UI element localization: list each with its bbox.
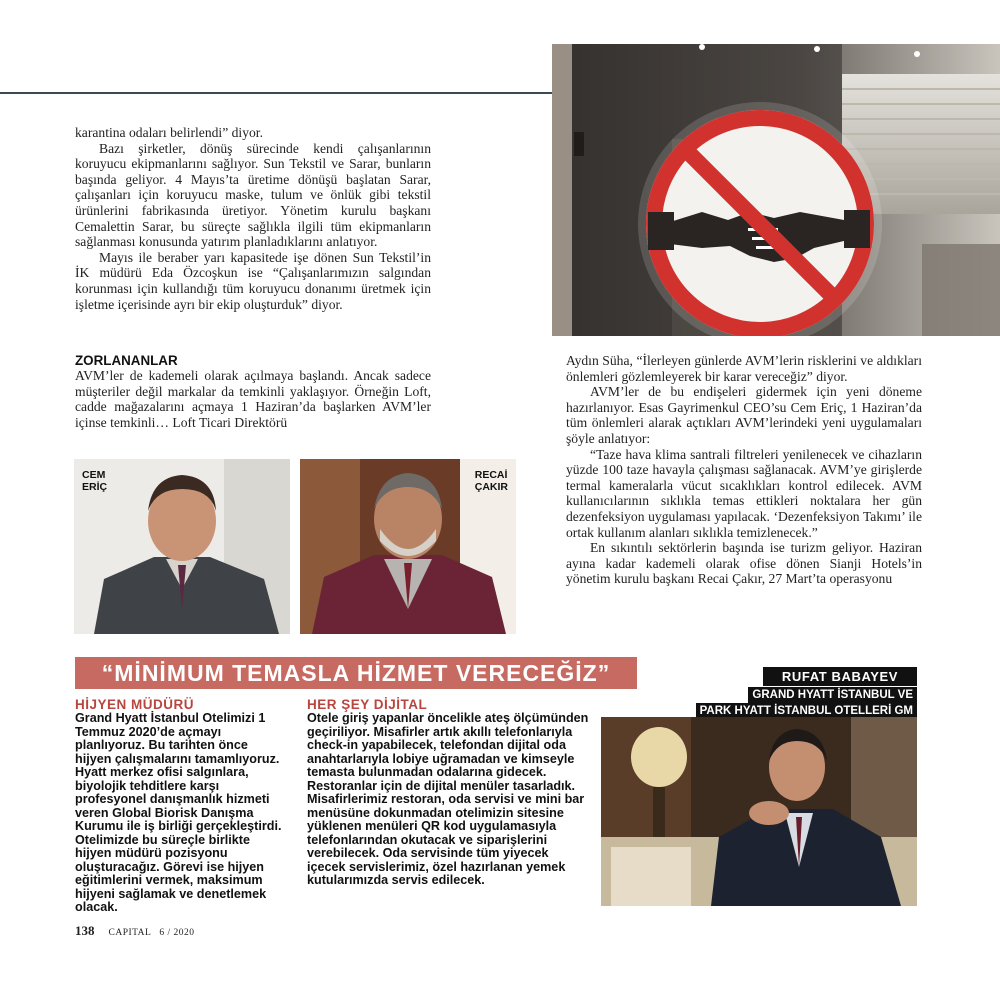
rufat-babayev-photo [601, 717, 917, 906]
page-number: 138 [75, 923, 95, 938]
right-column [566, 353, 922, 587]
interviewee-title-line-2: PARK HYATT İSTANBUL OTELLERİ GM [696, 703, 917, 719]
interview-section-digital [307, 697, 589, 888]
left-column [75, 125, 431, 312]
interviewee-title-line-1: GRAND HYATT İSTANBUL VE [748, 687, 917, 703]
photo-caption: CEM ERİÇ [82, 469, 108, 493]
subheading: ZORLANANLAR [75, 353, 178, 368]
paragraph: Bazı şirketler, dönüş sürecinde kendi çalışanlarının koruyucu ekipmanlarını sağlıyor. Sun Tekstil ve Sarar, bunların başında geliyor. 4 Mayıs’ta üretime dönüşü başlatan Sarar, çalışanları için koruyucu maske, tulum ve önlük gibi tekstil ürünlerini fabrikasında üretiyor. Yönetim kurulu başkanı Cemalettin Sarar, bu süreçte sağlıkla ilgili tüm ekipmanların sağlanması konusunda yatırım planladıklarını anlatıyor. [75, 140, 431, 250]
recai-cakir-photo [300, 459, 516, 634]
page-footer [75, 922, 195, 940]
cem-eric-photo [74, 459, 290, 634]
paragraph: Grand Hyatt İstanbul Otelimizi 1 Temmuz 2020’de açmayı planlıyoruz. Bu tarihten önce hijyen çalışmalarını tamamlıyoruz. Hyatt merkez ofisi salgınlara, biyolojik tehditlere karşı profesyonel danışmanlık hizmeti veren Global Biorisk Danışma Kurumu ile iş birliği gerçekleştirdi. Otelimizde bu süreçle birlikte hijyen müdürü pozisyonu oluşturacağız. Görevi ise hijyen eğitimlerini vermek, maksimum hijyeni sağlamak ve denetlemek olacak. [75, 711, 282, 914]
paragraph: Mayıs ile beraber yarı kapasitede işe dönen Sun Tekstil’in İK müdürü Eda Özcoşkun ise “Çalışanlarımızın salgından korunması için kullandığı tüm koruyucu donanımı üretmek için işletme içerisinde ayrı bir ekip oluşturduk” diyor. [75, 249, 431, 312]
paragraph: Otele giriş yapanlar öncelikle ateş ölçümünden geçiriliyor. Misafirler artık akıllı telefonlarıyla check-in yapabilecek, telefondan dijital oda anahtarlarıyla lobiye uğramadan ve kimseyle temasta bulunmadan odalarına gidecek. Restoranlar için de dijital menüler tasarladık. Misafirlerimiz restoran, oda servisi ve mini bar menüsüne dokunmadan otelimizin sitesine yüklenen menüleri QR kod uygulamasıyla telefonlarından okutacak ve siparişlerini verebilecek. Oda servisinde tüm yiyecek içecek servislerimiz, özel hazırlanan yemek kutularımızda servis edilecek. [307, 711, 589, 887]
issue-number: 6 / 2020 [159, 928, 195, 938]
no-handshake-photo [552, 44, 1000, 336]
magazine-name: CAPITAL [108, 928, 152, 938]
paragraph: “Taze hava klima santrali filtreleri yenilenecek ve cihazların yüzde 100 taze havayla çalışması sağlanacak. AVM’ye girişlerde termal kameralarla vücut sıcaklıkları kontrol edilecek. AVM kullanıcılarının sıklıkla temas ettikleri noktalara her gün dezenfeksiyon uygulaması yapılacak. ‘Dezenfeksiyon Takımı’ ile ortak kullanım alanları sıklıkla temizlenecek.” [566, 446, 922, 540]
interviewee-name: RUFAT BABAYEV [763, 667, 917, 686]
paragraph: AVM’ler de kademeli olarak açılmaya başlandı. Ancak sadece müşteriler değil markalar da temkinli yaklaşıyor. Örneğin Loft, cadde mağazalarını açmaya 1 Haziran’da başlarken AVM’ler içinse temkinli… Loft Ticari Direktörü [75, 368, 431, 430]
section-heading: HİJYEN MÜDÜRÜ [75, 697, 195, 712]
interview-quote-banner: “MİNİMUM TEMASLA HİZMET VERECEĞİZ” [75, 657, 637, 689]
zorlananlar-block [75, 353, 431, 430]
paragraph: Aydın Süha, “İlerleyen günlerde AVM’lerin risklerini ve aldıkları önlemleri gözlemleyerek bir karar vereceğiz” diyor. [566, 353, 922, 384]
photo-caption: RECAİ ÇAKIR [474, 469, 508, 493]
interview-section-hygiene [75, 697, 287, 915]
paragraph: karantina odaları belirlendi” diyor. [75, 125, 263, 140]
paragraph: AVM’ler de bu endişeleri gidermek için yeni döneme hazırlanıyor. Esas Gayrimenkul CEO’su Cem Eriç, 1 Haziran’da tüm önlemleri alarak açtıkları AVM’lerindeki yeni uygulamaları şöyle anlatıyor: [566, 384, 922, 446]
section-heading: HER ŞEY DİJİTAL [307, 697, 428, 712]
paragraph: En sıkıntılı sektörlerin başında ise turizm geliyor. Haziran ayına kadar kademeli olarak ofise dönen Sianji Hotels’in yönetim kurulu başkanı Recai Çakır, 27 Mart’ta operasyonu [566, 540, 922, 587]
